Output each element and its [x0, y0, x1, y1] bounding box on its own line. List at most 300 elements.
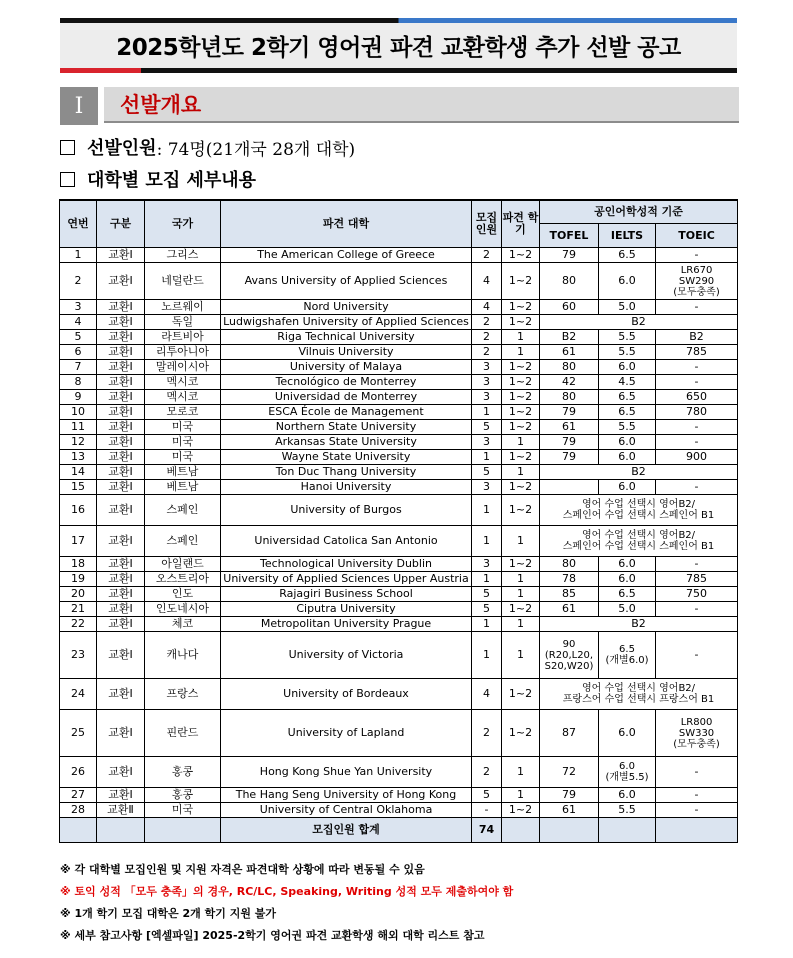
cell-toefl: 61 [540, 803, 599, 818]
table-row [60, 788, 738, 803]
bullet-label: 대학별 모집 세부내용 [87, 170, 257, 191]
cell-country: 라트비아 [145, 330, 221, 345]
cell-university: Metropolitan University Prague [221, 617, 472, 632]
cell-semester: 1~2 [502, 495, 540, 526]
cell-no: 11 [60, 420, 97, 435]
cell-no: 7 [60, 360, 97, 375]
total-empty-cell [60, 818, 97, 843]
cell-toefl: 79 [540, 405, 599, 420]
cell-type: 교환Ⅰ [97, 375, 145, 390]
table-row [60, 710, 738, 757]
cell-semester: 1~2 [502, 390, 540, 405]
cell-no: 15 [60, 480, 97, 495]
cell-semester: 1 [502, 587, 540, 602]
cell-university: Riga Technical University [221, 330, 472, 345]
cell-quota: 1 [472, 617, 502, 632]
cell-toeic: - [656, 375, 738, 390]
cell-toeic: - [656, 435, 738, 450]
table-row [60, 632, 738, 679]
cell-language-merged: B2 [540, 315, 738, 330]
cell-toefl: 79 [540, 450, 599, 465]
cell-no: 3 [60, 300, 97, 315]
cell-type: 교환Ⅱ [97, 803, 145, 818]
table-row [60, 465, 738, 480]
cell-country: 베트남 [145, 480, 221, 495]
cell-ielts: 5.0 [599, 300, 656, 315]
cell-toeic: LR670 SW290 (모두충족) [656, 263, 738, 300]
cell-quota: 2 [472, 248, 502, 263]
checkbox-square-icon [60, 140, 75, 155]
title-bottom-bar [60, 68, 737, 73]
table-row [60, 617, 738, 632]
cell-toeic: B2 [656, 330, 738, 345]
cell-no: 22 [60, 617, 97, 632]
cell-no: 2 [60, 263, 97, 300]
cell-quota: 1 [472, 526, 502, 557]
total-empty-cell [599, 818, 656, 843]
cell-ielts: 6.0 [599, 788, 656, 803]
cell-semester: 1~2 [502, 679, 540, 710]
cell-toefl: 87 [540, 710, 599, 757]
cell-toefl: 42 [540, 375, 599, 390]
table-row [60, 679, 738, 710]
cell-type: 교환Ⅰ [97, 465, 145, 480]
cell-university: University of Malaya [221, 360, 472, 375]
bullet-details [60, 166, 256, 192]
cell-university: Universidad de Monterrey [221, 390, 472, 405]
cell-country: 체코 [145, 617, 221, 632]
header-language: 공인어학성적 기준 [540, 200, 738, 224]
cell-no: 6 [60, 345, 97, 360]
cell-ielts: 5.5 [599, 803, 656, 818]
cell-country: 멕시코 [145, 390, 221, 405]
cell-semester: 1~2 [502, 248, 540, 263]
table-row [60, 572, 738, 587]
cell-ielts: 5.5 [599, 345, 656, 360]
cell-quota: 1 [472, 632, 502, 679]
table-row [60, 420, 738, 435]
cell-semester: 1 [502, 617, 540, 632]
cell-country: 미국 [145, 420, 221, 435]
cell-university: University of Applied Sciences Upper Austria [221, 572, 472, 587]
cell-semester: 1 [502, 345, 540, 360]
header-country: 국가 [145, 200, 221, 248]
table-row [60, 757, 738, 788]
cell-type: 교환Ⅰ [97, 248, 145, 263]
cell-type: 교환Ⅰ [97, 557, 145, 572]
cell-ielts: 6.0 (개별5.5) [599, 757, 656, 788]
cell-toeic: 785 [656, 345, 738, 360]
cell-university: Hanoi University [221, 480, 472, 495]
cell-quota: 4 [472, 679, 502, 710]
table-body [60, 248, 738, 843]
cell-toeic: - [656, 602, 738, 617]
cell-semester: 1 [502, 757, 540, 788]
cell-toefl: 90 (R20,L20, S20,W20) [540, 632, 599, 679]
cell-type: 교환Ⅰ [97, 632, 145, 679]
cell-ielts: 5.5 [599, 420, 656, 435]
cell-type: 교환Ⅰ [97, 345, 145, 360]
cell-country: 네덜란드 [145, 263, 221, 300]
total-empty-cell [502, 818, 540, 843]
cell-toeic: - [656, 557, 738, 572]
cell-no: 14 [60, 465, 97, 480]
cell-no: 12 [60, 435, 97, 450]
cell-quota: 5 [472, 420, 502, 435]
cell-ielts: 6.0 [599, 557, 656, 572]
cell-university: Arkansas State University [221, 435, 472, 450]
cell-quota: 5 [472, 465, 502, 480]
cell-type: 교환Ⅰ [97, 300, 145, 315]
cell-country: 스페인 [145, 526, 221, 557]
cell-quota: 1 [472, 450, 502, 465]
cell-country: 그리스 [145, 248, 221, 263]
cell-toefl: 72 [540, 757, 599, 788]
cell-country: 모로코 [145, 405, 221, 420]
cell-no: 23 [60, 632, 97, 679]
cell-type: 교환Ⅰ [97, 587, 145, 602]
table-row [60, 248, 738, 263]
table-row [60, 360, 738, 375]
cell-toeic: - [656, 788, 738, 803]
cell-type: 교환Ⅰ [97, 572, 145, 587]
cell-university: University of Lapland [221, 710, 472, 757]
cell-toeic: - [656, 480, 738, 495]
cell-country: 미국 [145, 435, 221, 450]
notes [60, 862, 513, 950]
cell-ielts: 6.5 [599, 390, 656, 405]
table-row [60, 602, 738, 617]
cell-no: 8 [60, 375, 97, 390]
section-number: Ⅰ [60, 87, 98, 125]
note-line: ※ 각 대학별 모집인원 및 지원 자격은 파견대학 상황에 따라 변동될 수 있음 [60, 863, 425, 876]
cell-type: 교환Ⅰ [97, 420, 145, 435]
cell-toeic: - [656, 360, 738, 375]
cell-type: 교환Ⅰ [97, 360, 145, 375]
cell-ielts: 5.0 [599, 602, 656, 617]
table-row [60, 803, 738, 818]
total-value: 74 [472, 818, 502, 843]
cell-country: 독일 [145, 315, 221, 330]
note-line: ※ 1개 학기 모집 대학은 2개 학기 지원 불가 [60, 907, 277, 920]
cell-ielts: 5.5 [599, 330, 656, 345]
table-row [60, 300, 738, 315]
cell-type: 교환Ⅰ [97, 757, 145, 788]
table-row [60, 315, 738, 330]
total-empty-cell [540, 818, 599, 843]
table-row [60, 405, 738, 420]
cell-quota: 5 [472, 587, 502, 602]
cell-country: 핀란드 [145, 710, 221, 757]
cell-university: Ton Duc Thang University [221, 465, 472, 480]
cell-quota: 3 [472, 435, 502, 450]
cell-toeic: 650 [656, 390, 738, 405]
cell-university: Northern State University [221, 420, 472, 435]
cell-ielts: 6.5 [599, 587, 656, 602]
cell-university: Ludwigshafen University of Applied Sciences [221, 315, 472, 330]
cell-toeic: - [656, 757, 738, 788]
cell-toeic: 785 [656, 572, 738, 587]
cell-quota: 2 [472, 345, 502, 360]
cell-semester: 1 [502, 435, 540, 450]
cell-semester: 1 [502, 788, 540, 803]
cell-university: Universidad Catolica San Antonio [221, 526, 472, 557]
cell-toefl: B2 [540, 330, 599, 345]
cell-type: 교환Ⅰ [97, 617, 145, 632]
cell-quota: 3 [472, 557, 502, 572]
cell-semester: 1~2 [502, 803, 540, 818]
cell-semester: 1 [502, 572, 540, 587]
cell-country: 멕시코 [145, 375, 221, 390]
header-toefl: TOFEL [540, 224, 599, 248]
cell-toefl: 78 [540, 572, 599, 587]
cell-toeic: 780 [656, 405, 738, 420]
bullet-label: 선발인원 [87, 138, 157, 159]
cell-quota: 3 [472, 390, 502, 405]
cell-semester: 1 [502, 330, 540, 345]
cell-toeic: - [656, 632, 738, 679]
total-empty-cell [656, 818, 738, 843]
table-row [60, 495, 738, 526]
cell-university: Wayne State University [221, 450, 472, 465]
cell-toeic: - [656, 300, 738, 315]
cell-ielts: 6.0 [599, 263, 656, 300]
header-semester: 파견 학기 [502, 200, 540, 248]
cell-country: 오스트리아 [145, 572, 221, 587]
bullet-quota [60, 134, 355, 160]
cell-university: University of Victoria [221, 632, 472, 679]
cell-toefl: 61 [540, 602, 599, 617]
cell-no: 25 [60, 710, 97, 757]
title-box [60, 23, 737, 68]
cell-ielts: 6.0 [599, 480, 656, 495]
cell-country: 인도 [145, 587, 221, 602]
header-ielts: IELTS [599, 224, 656, 248]
table-row [60, 345, 738, 360]
cell-type: 교환Ⅰ [97, 405, 145, 420]
cell-country: 미국 [145, 450, 221, 465]
cell-no: 20 [60, 587, 97, 602]
cell-toefl: 79 [540, 788, 599, 803]
cell-toeic: - [656, 803, 738, 818]
cell-semester: 1~2 [502, 315, 540, 330]
cell-semester: 1~2 [502, 263, 540, 300]
cell-no: 5 [60, 330, 97, 345]
cell-toefl: 79 [540, 248, 599, 263]
cell-semester: 1~2 [502, 602, 540, 617]
cell-language-merged: 영어 수업 선택시 영어B2/ 프랑스어 수업 선택시 프랑스어 B1 [540, 679, 738, 710]
total-empty-cell [145, 818, 221, 843]
table-row [60, 263, 738, 300]
cell-semester: 1~2 [502, 420, 540, 435]
cell-ielts: 6.0 [599, 710, 656, 757]
cell-ielts: 4.5 [599, 375, 656, 390]
cell-semester: 1 [502, 526, 540, 557]
cell-type: 교환Ⅰ [97, 602, 145, 617]
cell-type: 교환Ⅰ [97, 710, 145, 757]
cell-no: 21 [60, 602, 97, 617]
cell-semester: 1 [502, 465, 540, 480]
cell-ielts: 6.5 [599, 405, 656, 420]
cell-no: 9 [60, 390, 97, 405]
cell-quota: 3 [472, 375, 502, 390]
cell-ielts: 6.0 [599, 360, 656, 375]
cell-country: 말레이시아 [145, 360, 221, 375]
table-row [60, 450, 738, 465]
cell-language-merged: B2 [540, 465, 738, 480]
table-row [60, 587, 738, 602]
cell-toeic: 900 [656, 450, 738, 465]
cell-toeic: LR800 SW330 (모두충족) [656, 710, 738, 757]
cell-no: 13 [60, 450, 97, 465]
cell-quota: 2 [472, 757, 502, 788]
cell-no: 28 [60, 803, 97, 818]
cell-type: 교환Ⅰ [97, 480, 145, 495]
table-row [60, 390, 738, 405]
cell-quota: 2 [472, 315, 502, 330]
cell-type: 교환Ⅰ [97, 495, 145, 526]
cell-country: 인도네시아 [145, 602, 221, 617]
cell-no: 27 [60, 788, 97, 803]
cell-ielts: 6.0 [599, 435, 656, 450]
cell-type: 교환Ⅰ [97, 679, 145, 710]
cell-university: The Hang Seng University of Hong Kong [221, 788, 472, 803]
cell-country: 프랑스 [145, 679, 221, 710]
bullet-value: : 74명(21개국 28개 대학) [156, 139, 356, 160]
cell-university: ESCA École de Management [221, 405, 472, 420]
table-row [60, 435, 738, 450]
cell-type: 교환Ⅰ [97, 435, 145, 450]
cell-quota: 1 [472, 572, 502, 587]
cell-toefl: 79 [540, 435, 599, 450]
table-row [60, 375, 738, 390]
cell-toefl: 80 [540, 557, 599, 572]
cell-country: 미국 [145, 803, 221, 818]
cell-type: 교환Ⅰ [97, 526, 145, 557]
cell-country: 스페인 [145, 495, 221, 526]
cell-toefl: 80 [540, 263, 599, 300]
university-table [59, 199, 738, 843]
cell-type: 교환Ⅰ [97, 330, 145, 345]
cell-ielts: 6.0 [599, 450, 656, 465]
cell-semester: 1~2 [502, 480, 540, 495]
cell-no: 26 [60, 757, 97, 788]
cell-toefl: 60 [540, 300, 599, 315]
cell-toefl: 61 [540, 420, 599, 435]
cell-semester: 1~2 [502, 405, 540, 420]
cell-country: 리투아니아 [145, 345, 221, 360]
header-no: 연번 [60, 200, 97, 248]
cell-university: Rajagiri Business School [221, 587, 472, 602]
note-line: ※ 세부 참고사항 [엑셀파일] 2025-2학기 영어권 파견 교환학생 해외 대학 리스트 참고 [60, 929, 485, 942]
cell-university: Hong Kong Shue Yan University [221, 757, 472, 788]
cell-quota: 2 [472, 710, 502, 757]
cell-semester: 1~2 [502, 710, 540, 757]
header-toeic: TOEIC [656, 224, 738, 248]
cell-toefl: 80 [540, 390, 599, 405]
cell-type: 교환Ⅰ [97, 315, 145, 330]
cell-no: 19 [60, 572, 97, 587]
header-university: 파견 대학 [221, 200, 472, 248]
cell-semester: 1~2 [502, 375, 540, 390]
cell-language-merged: B2 [540, 617, 738, 632]
cell-university: Technological University Dublin [221, 557, 472, 572]
cell-toefl: 80 [540, 360, 599, 375]
cell-quota: 3 [472, 360, 502, 375]
cell-quota: 4 [472, 300, 502, 315]
cell-no: 10 [60, 405, 97, 420]
cell-toeic: - [656, 248, 738, 263]
cell-toefl: 61 [540, 345, 599, 360]
cell-toeic: - [656, 420, 738, 435]
cell-quota: 2 [472, 330, 502, 345]
cell-university: University of Burgos [221, 495, 472, 526]
cell-ielts: 6.0 [599, 572, 656, 587]
cell-toefl: 85 [540, 587, 599, 602]
page-title: 2025학년도 2학기 영어권 파견 교환학생 추가 선발 공고 [116, 35, 681, 61]
cell-country: 아일랜드 [145, 557, 221, 572]
cell-university: Vilnuis University [221, 345, 472, 360]
cell-university: University of Bordeaux [221, 679, 472, 710]
cell-ielts: 6.5 (개별6.0) [599, 632, 656, 679]
total-empty-cell [97, 818, 145, 843]
section-header [60, 87, 739, 125]
cell-toeic: 750 [656, 587, 738, 602]
cell-type: 교환Ⅰ [97, 263, 145, 300]
cell-semester: 1~2 [502, 557, 540, 572]
cell-type: 교환Ⅰ [97, 390, 145, 405]
cell-no: 1 [60, 248, 97, 263]
cell-quota: 1 [472, 495, 502, 526]
cell-university: Tecnológico de Monterrey [221, 375, 472, 390]
total-row [60, 818, 738, 843]
table-row [60, 330, 738, 345]
cell-type: 교환Ⅰ [97, 788, 145, 803]
section-title: 선발개요 [104, 87, 739, 123]
cell-type: 교환Ⅰ [97, 450, 145, 465]
cell-no: 18 [60, 557, 97, 572]
cell-quota: 5 [472, 602, 502, 617]
cell-country: 캐나다 [145, 632, 221, 679]
cell-university: Nord University [221, 300, 472, 315]
cell-semester: 1~2 [502, 300, 540, 315]
checkbox-square-icon [60, 172, 75, 187]
cell-no: 4 [60, 315, 97, 330]
cell-country: 노르웨이 [145, 300, 221, 315]
cell-country: 베트남 [145, 465, 221, 480]
cell-country: 홍콩 [145, 788, 221, 803]
cell-quota: - [472, 803, 502, 818]
cell-language-merged: 영어 수업 선택시 영어B2/ 스페인어 수업 선택시 스페인어 B1 [540, 495, 738, 526]
total-label: 모집인원 합계 [221, 818, 472, 843]
cell-quota: 1 [472, 405, 502, 420]
cell-semester: 1~2 [502, 360, 540, 375]
cell-quota: 3 [472, 480, 502, 495]
cell-university: Avans University of Applied Sciences [221, 263, 472, 300]
cell-quota: 4 [472, 263, 502, 300]
cell-no: 24 [60, 679, 97, 710]
cell-no: 16 [60, 495, 97, 526]
cell-university: Ciputra University [221, 602, 472, 617]
cell-university: The American College of Greece [221, 248, 472, 263]
cell-toefl [540, 480, 599, 495]
cell-semester: 1~2 [502, 450, 540, 465]
cell-university: University of Central Oklahoma [221, 803, 472, 818]
cell-semester: 1 [502, 632, 540, 679]
cell-ielts: 6.5 [599, 248, 656, 263]
cell-language-merged: 영어 수업 선택시 영어B2/ 스페인어 수업 선택시 스페인어 B1 [540, 526, 738, 557]
cell-quota: 5 [472, 788, 502, 803]
